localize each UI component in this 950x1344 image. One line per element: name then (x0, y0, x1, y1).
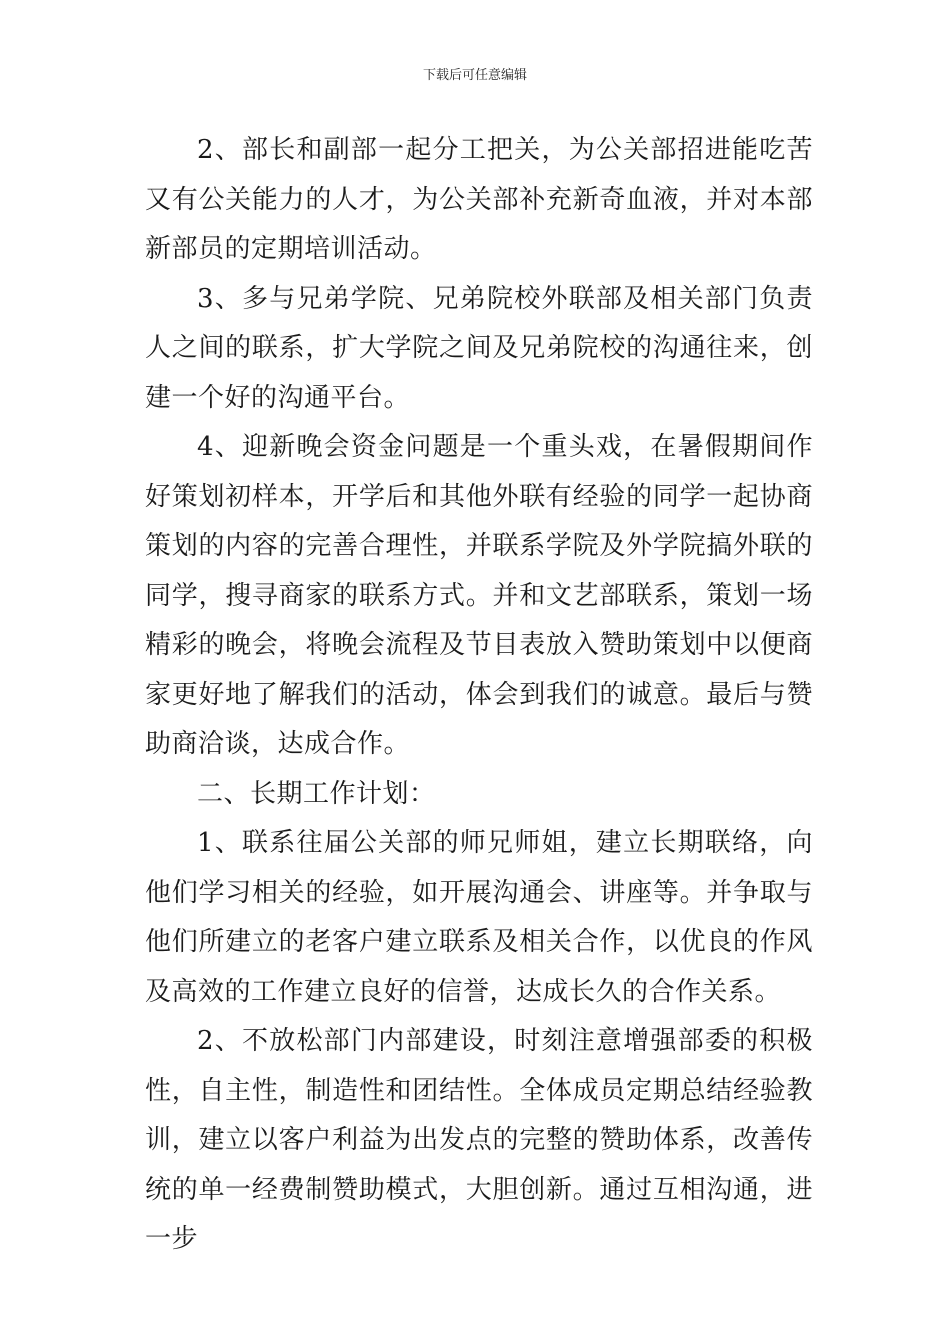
paragraph-short-term-item-2: 2、部长和副部一起分工把关，为公关部招进能吃苦又有公关能力的人才，为公关部补充新奇血液，并对本部新部员的定期培训活动。 (145, 135, 813, 264)
document-body (145, 126, 813, 1265)
header-note: 下载后可任意编辑 (422, 68, 527, 83)
paragraph-long-term-item-2: 2、不放松部门内部建设，时刻注意增强部委的积极性，自主性，制造性和团结性。全体成员定期总结经验教训，建立以客户利益为出发点的完整的赞助体系，改善传统的单一经费制赞助模式，大胆创新。通过互相沟通，进一步 (145, 1026, 813, 1254)
section-heading-long-term-plan: 二、长期工作计划： (197, 778, 436, 809)
paragraph-short-term-item-4: 4、迎新晚会资金问题是一个重头戏，在暑假期间作好策划初样本，开学后和其他外联有经验的同学一起协商策划的内容的完善合理性，并联系学院及外学院搞外联的同学，搜寻商家的联系方式。并和文艺部联系，策划一场精彩的晚会，将晚会流程及节目表放入赞助策划中以便商家更好地了解我们的活动，体会到我们的诚意。最后与赞助商洽谈，达成合作。 (145, 432, 813, 759)
paragraph-long-term-item-1: 1、联系往届公关部的师兄师姐，建立长期联络，向他们学习相关的经验，如开展沟通会、讲座等。并争取与他们所建立的老客户建立联系及相关合作，以优良的作风及高效的工作建立良好的信誉，达成长久的合作关系。 (145, 828, 813, 1007)
paragraph-short-term-item-3: 3、多与兄弟学院、兄弟院校外联部及相关部门负责人之间的联系，扩大学院之间及兄弟院校的沟通往来，创建一个好的沟通平台。 (145, 283, 813, 413)
